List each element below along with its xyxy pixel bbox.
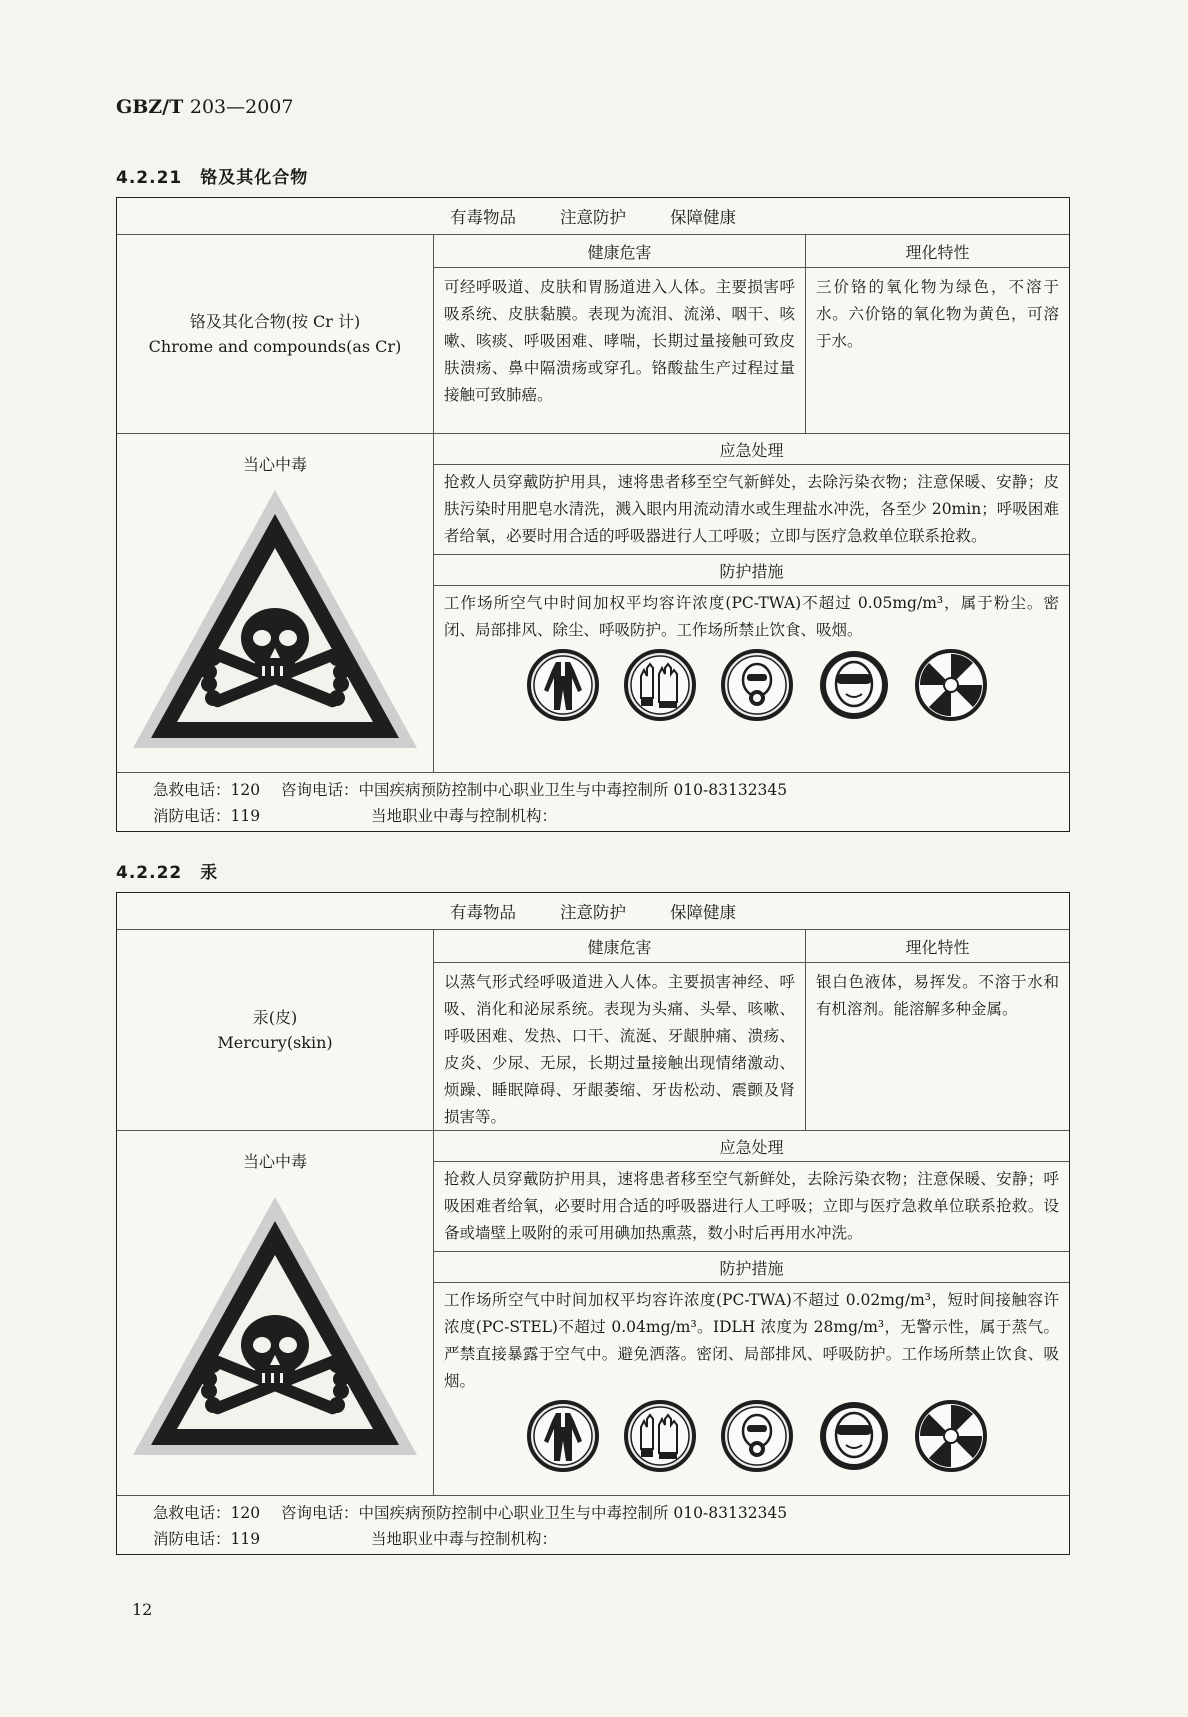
emergency-header: 应急处理: [434, 1131, 1069, 1162]
health-hazard-header: 健康危害: [434, 235, 805, 268]
respirator-icon: [720, 648, 794, 722]
physchem-text: 银白色液体，易挥发。不溶于水和有机溶剂。能溶解多种金属。: [816, 973, 1059, 1018]
goggles-icon: [817, 648, 891, 722]
health-hazard-text: 以蒸气形式经呼吸道进入人体。主要损害神经、呼吸、消化和泌尿系统。表现为头痛、头晕、咳嗽、呼吸困难、发热、口干、流涎、牙龈肿痛、溃疡、皮炎、少尿、无尿，长期过量接触出现情绪激动、烦躁、睡眠障碍、牙龈萎缩、牙齿松动、震颤及肾损害等。: [444, 973, 795, 1126]
protective-suit-icon: [526, 1399, 600, 1473]
substance-name: 汞(皮) Mercury(skin): [117, 930, 434, 1130]
protection-header: 防护措施: [434, 554, 1069, 586]
physchem-header: 理化特性: [806, 930, 1069, 963]
protection-header: 防护措施: [434, 1251, 1069, 1283]
substance-name: 铬及其化合物(按 Cr 计) Chrome and compounds(as Cr): [117, 235, 434, 433]
health-hazard-header: 健康危害: [434, 930, 805, 963]
ppe-icons: [434, 648, 1069, 722]
toxic-warning-sign: [129, 486, 421, 756]
section-title: 4.2.22 汞: [116, 863, 219, 883]
gloves-icon: [623, 648, 697, 722]
top-slogan: 有毒物品 注意防护 保障健康: [117, 893, 1069, 930]
warning-card: [116, 892, 1070, 1555]
emergency-header: 应急处理: [434, 434, 1069, 465]
ventilation-icon: [914, 1399, 988, 1473]
sign-label: 当心中毒: [242, 455, 307, 474]
document-code: GBZ/T 203—2007: [116, 96, 294, 118]
emergency-text: 抢救人员穿戴防护用具，速将患者移至空气新鲜处，去除污染衣物；注意保暖、安静；皮肤污染时用肥皂水清洗，溅入眼内用流动清水或生理盐水冲洗，各至少 20min；呼吸困难者给氧，必要时用合适的呼吸器进行人工呼吸；立即与医疗急救单位联系抢救。: [444, 473, 1059, 545]
physchem-header: 理化特性: [806, 235, 1069, 268]
gloves-icon: [623, 1399, 697, 1473]
contact-footer: 急救电话：120 咨询电话：中国疾病预防控制中心职业卫生与中毒控制所 010-83132345 消防电话：119 当地职业中毒与控制机构：: [153, 1504, 788, 1548]
sign-label: 当心中毒: [242, 1152, 307, 1171]
emergency-text: 抢救人员穿戴防护用具，速将患者移至空气新鲜处，去除污染衣物；注意保暖、安静；呼吸困难者给氧，必要时用合适的呼吸器进行人工呼吸；立即与医疗急救单位联系抢救。设备或墙壁上吸附的汞可用碘加热熏蒸，数小时后再用水冲洗。: [444, 1170, 1059, 1242]
physchem-text: 三价铬的氧化物为绿色，不溶于水。六价铬的氧化物为黄色，可溶于水。: [816, 278, 1059, 350]
protection-text: 工作场所空气中时间加权平均容许浓度(PC-TWA)不超过 0.02mg/m³，短时间接触容许浓度(PC-STEL)不超过 0.04mg/m³。IDLH 浓度为 28mg/m³，无警示性，属于蒸气。严禁直接暴露于空气中。避免洒落。密闭、局部排风、呼吸防护。工作场所禁止饮食、吸烟。: [444, 1291, 1059, 1390]
ventilation-icon: [914, 648, 988, 722]
protection-text: 工作场所空气中时间加权平均容许浓度(PC-TWA)不超过 0.05mg/m³，属于粉尘。密闭、局部排风、除尘、呼吸防护。工作场所禁止饮食、吸烟。: [444, 594, 1059, 639]
contact-footer: 急救电话：120 咨询电话：中国疾病预防控制中心职业卫生与中毒控制所 010-83132345 消防电话：119 当地职业中毒与控制机构：: [153, 781, 788, 825]
section-title: 4.2.21 铬及其化合物: [116, 168, 309, 188]
goggles-icon: [817, 1399, 891, 1473]
respirator-icon: [720, 1399, 794, 1473]
page-number: 12: [132, 1600, 153, 1619]
toxic-warning-sign: [129, 1193, 421, 1463]
protective-suit-icon: [526, 648, 600, 722]
ppe-icons: [434, 1399, 1069, 1473]
warning-card: [116, 197, 1070, 832]
top-slogan: 有毒物品 注意防护 保障健康: [117, 198, 1069, 235]
health-hazard-text: 可经呼吸道、皮肤和胃肠道进入人体。主要损害呼吸系统、皮肤黏膜。表现为流泪、流涕、咽干、咳嗽、咳痰、呼吸困难、哮喘，长期过量接触可致皮肤溃疡、鼻中隔溃疡或穿孔。铬酸盐生产过程过量接触可致肺癌。: [444, 278, 795, 404]
